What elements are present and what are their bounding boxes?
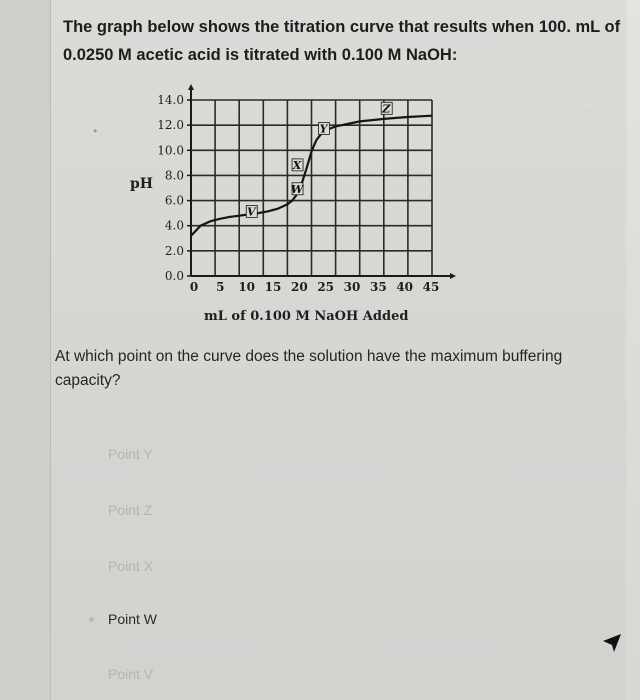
point-label-y: Y [319, 122, 328, 136]
page-margin [0, 0, 50, 700]
point-label-x: X [292, 158, 302, 172]
answer-option[interactable]: Point Y [108, 446, 153, 462]
y-tick-label: 14.0 [157, 93, 184, 107]
y-tick-label: 6.0 [164, 193, 184, 208]
x-tick-label: 40 [396, 280, 414, 294]
mouse-cursor-icon [601, 632, 625, 656]
x-tick-label: 30 [343, 280, 361, 294]
point-label-v: V [246, 205, 256, 219]
y-tick-label: 10.0 [157, 143, 184, 158]
titration-chart [110, 80, 460, 330]
x-tick-label: 5 [216, 280, 225, 294]
stray-mark: · [587, 103, 591, 117]
y-tick-label: 2.0 [164, 243, 184, 258]
answer-option[interactable]: Point W [108, 611, 158, 627]
x-tick-label: 35 [369, 280, 387, 294]
x-axis-label: mL of 0.100 M NaOH Added [204, 309, 409, 324]
y-axis-label: pH [130, 176, 154, 192]
y-axis-arrow [188, 84, 194, 90]
x-tick-label: 20 [290, 280, 308, 294]
answer-option[interactable]: Point Z [108, 502, 153, 518]
y-tick-label: 12.0 [157, 118, 184, 133]
x-tick-label: 45 [422, 280, 440, 294]
point-label-z: Z [382, 102, 391, 116]
selected-radio-icon[interactable] [89, 617, 94, 622]
x-tick-label: 10 [238, 280, 256, 294]
stray-mark: • [93, 124, 98, 138]
x-tick-label: 25 [317, 280, 335, 294]
question-intro: The graph below shows the titration curve that results when 100. mL of 0.0250 M acetic acid is titrated with 0.100 M NaOH: [63, 18, 621, 64]
answer-option[interactable]: Point V [108, 666, 154, 682]
point-label-w: W [290, 182, 304, 196]
question-prompt: At which point on the curve does the solution have the maximum buffering capacity? [55, 348, 563, 389]
answer-option[interactable]: Point X [108, 558, 154, 574]
x-tick-label: 0 [189, 280, 199, 294]
y-tick-label: 8.0 [164, 168, 184, 183]
chart-grid [188, 84, 456, 279]
x-axis-arrow [450, 273, 456, 279]
y-tick-label: 4.0 [164, 218, 184, 233]
y-tick-label: 0.0 [164, 269, 184, 283]
x-tick-label: 15 [264, 280, 282, 294]
